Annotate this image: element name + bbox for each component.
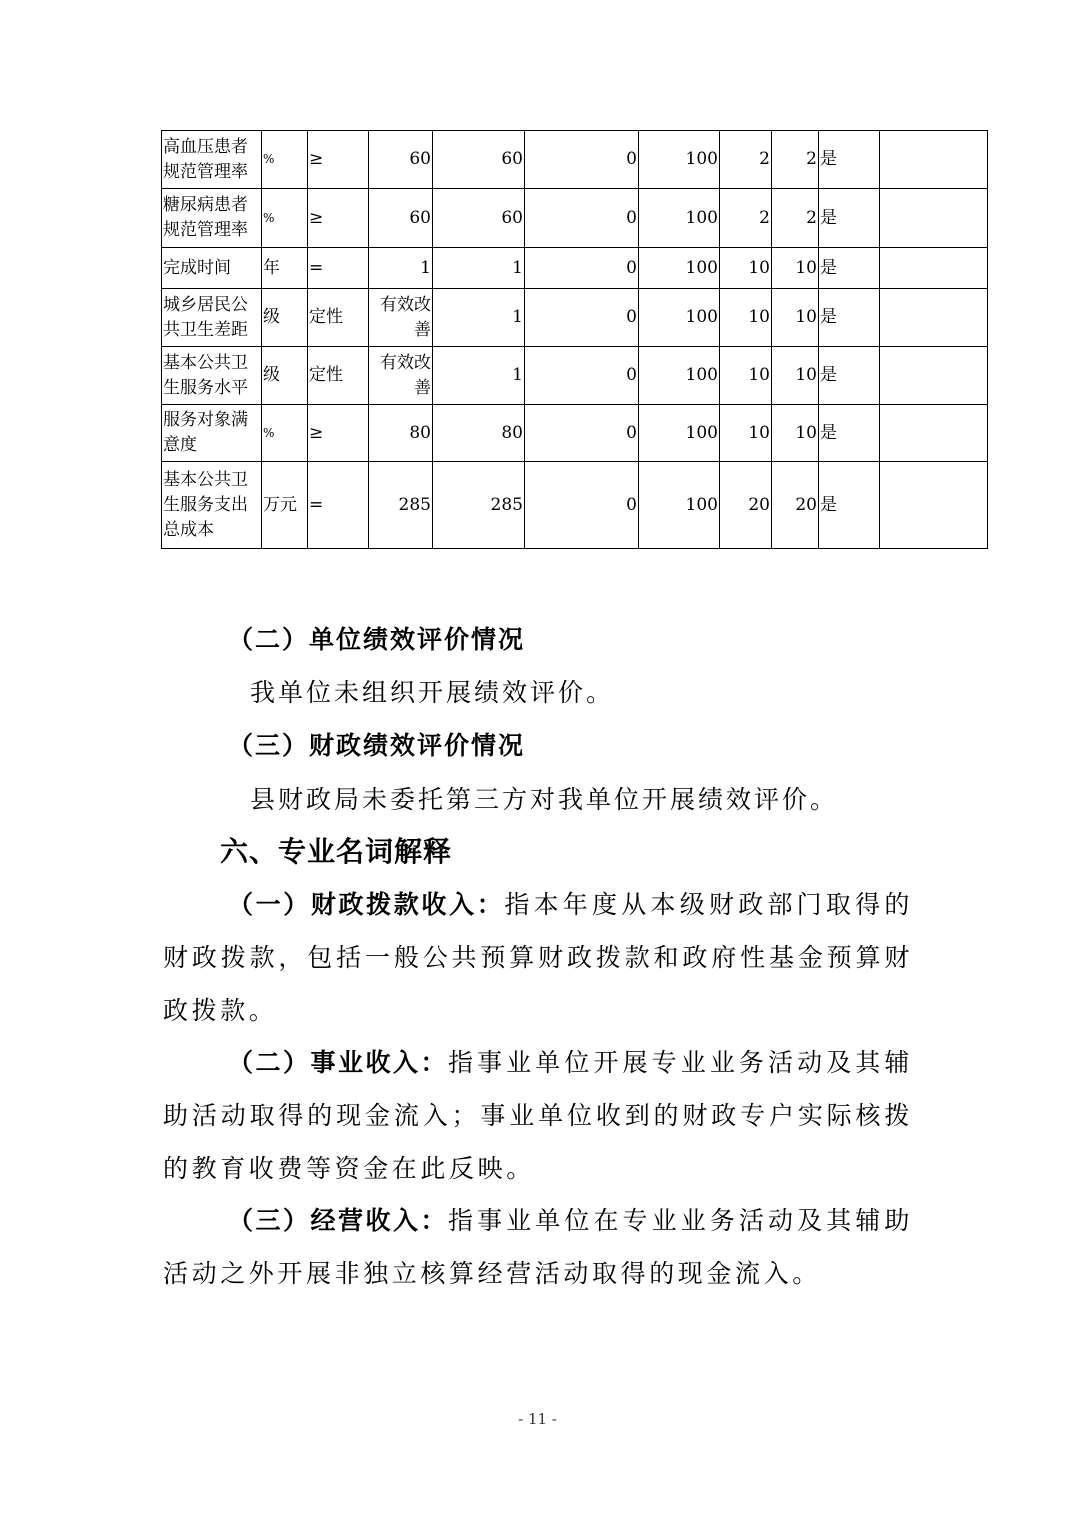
deviation-cell: 0 <box>525 405 639 462</box>
fiscal-eval-text: 县财政局未委托第三方对我单位开展绩效评价。 <box>250 785 839 814</box>
definition-text: 指本年度从本级财政部门取得的财政拨款，包括一般公共预算财政拨款和政府性基金预算财政拨款。 <box>163 890 913 1025</box>
table-row <box>162 347 988 405</box>
page-number: - 11 - <box>518 1410 557 1428</box>
definition-term: （三）经营收入： <box>228 1206 448 1235</box>
target-value-cell: 60 <box>369 189 433 248</box>
note-cell <box>880 289 988 347</box>
note-cell <box>880 189 988 248</box>
unit-eval-text: 我单位未组织开展绩效评价。 <box>250 678 615 707</box>
target-value-cell: 285 <box>369 462 433 549</box>
note-cell <box>880 131 988 189</box>
met-flag-cell: 是 <box>819 248 880 289</box>
score-cell: 10 <box>772 347 819 405</box>
glossary-heading: 六、专业名词解释 <box>220 835 453 868</box>
actual-value-cell: 285 <box>433 462 525 549</box>
fiscal-eval-heading: （三）财政绩效评价情况 <box>228 731 526 760</box>
target-value-cell: 有效改善 <box>369 289 433 347</box>
unit-cell: 年 <box>262 248 308 289</box>
unit-cell: 万元 <box>262 462 308 549</box>
note-cell <box>880 462 988 549</box>
target-value-cell: 80 <box>369 405 433 462</box>
deviation-cell: 0 <box>525 289 639 347</box>
deviation-cell: 0 <box>525 462 639 549</box>
score-cell: 2 <box>772 131 819 189</box>
table-row <box>162 189 988 248</box>
indicator-name-cell: 城乡居民公共卫生差距 <box>162 289 262 347</box>
completion-rate-cell: 100 <box>639 462 720 549</box>
table-row <box>162 131 988 189</box>
table-row <box>162 248 988 289</box>
note-cell <box>880 248 988 289</box>
indicator-name-cell: 高血压患者规范管理率 <box>162 131 262 189</box>
completion-rate-cell: 100 <box>639 289 720 347</box>
score-cell: 20 <box>772 462 819 549</box>
completion-rate-cell: 100 <box>639 347 720 405</box>
score-cell: 10 <box>772 405 819 462</box>
weight-cell: 2 <box>720 131 772 189</box>
definition-text: 指事业单位开展专业业务活动及其辅助活动取得的现金流入；事业单位收到的财政专户实际核拨的教育收费等资金在此反映。 <box>163 1048 913 1183</box>
met-flag-cell: 是 <box>819 131 880 189</box>
definition-text: 指事业单位在专业业务活动及其辅助活动之外开展非独立核算经营活动取得的现金流入。 <box>163 1206 913 1288</box>
table-row <box>162 462 988 549</box>
unit-cell: % <box>262 131 308 189</box>
table-row <box>162 405 988 462</box>
actual-value-cell: 60 <box>433 189 525 248</box>
weight-cell: 10 <box>720 347 772 405</box>
operator-cell: ≥ <box>308 405 369 462</box>
score-cell: 2 <box>772 189 819 248</box>
weight-cell: 20 <box>720 462 772 549</box>
completion-rate-cell: 100 <box>639 248 720 289</box>
operator-cell: ≥ <box>308 131 369 189</box>
operator-cell: 定性 <box>308 289 369 347</box>
target-value-cell: 有效改善 <box>369 347 433 405</box>
table-row <box>162 289 988 347</box>
completion-rate-cell: 100 <box>639 405 720 462</box>
score-cell: 10 <box>772 289 819 347</box>
met-flag-cell: 是 <box>819 289 880 347</box>
actual-value-cell: 1 <box>433 248 525 289</box>
deviation-cell: 0 <box>525 189 639 248</box>
unit-cell: % <box>262 405 308 462</box>
met-flag-cell: 是 <box>819 405 880 462</box>
unit-cell: % <box>262 189 308 248</box>
completion-rate-cell: 100 <box>639 131 720 189</box>
weight-cell: 10 <box>720 405 772 462</box>
met-flag-cell: 是 <box>819 347 880 405</box>
target-value-cell: 60 <box>369 131 433 189</box>
deviation-cell: 0 <box>525 347 639 405</box>
score-cell: 10 <box>772 248 819 289</box>
operator-cell: 定性 <box>308 347 369 405</box>
met-flag-cell: 是 <box>819 189 880 248</box>
definition-business-income <box>163 1036 913 1195</box>
unit-cell: 级 <box>262 347 308 405</box>
unit-cell: 级 <box>262 289 308 347</box>
operator-cell: = <box>308 248 369 289</box>
operator-cell: ≥ <box>308 189 369 248</box>
unit-eval-heading: （二）单位绩效评价情况 <box>228 625 526 654</box>
deviation-cell: 0 <box>525 131 639 189</box>
performance-indicator-table <box>161 130 988 549</box>
deviation-cell: 0 <box>525 248 639 289</box>
indicator-name-cell: 服务对象满意度 <box>162 405 262 462</box>
actual-value-cell: 60 <box>433 131 525 189</box>
weight-cell: 2 <box>720 189 772 248</box>
note-cell <box>880 405 988 462</box>
indicator-name-cell: 基本公共卫生服务支出总成本 <box>162 462 262 549</box>
definition-term: （二）事业收入： <box>228 1048 448 1077</box>
table-body <box>162 131 988 549</box>
definition-term: （一）财政拨款收入： <box>228 890 505 919</box>
completion-rate-cell: 100 <box>639 189 720 248</box>
weight-cell: 10 <box>720 289 772 347</box>
indicator-name-cell: 糖尿病患者规范管理率 <box>162 189 262 248</box>
met-flag-cell: 是 <box>819 462 880 549</box>
indicator-name-cell: 基本公共卫生服务水平 <box>162 347 262 405</box>
note-cell <box>880 347 988 405</box>
weight-cell: 10 <box>720 248 772 289</box>
actual-value-cell: 80 <box>433 405 525 462</box>
indicator-name-cell: 完成时间 <box>162 248 262 289</box>
definition-operating-income <box>163 1194 913 1300</box>
operator-cell: = <box>308 462 369 549</box>
target-value-cell: 1 <box>369 248 433 289</box>
actual-value-cell: 1 <box>433 289 525 347</box>
definition-fiscal-appropriation <box>163 878 913 1037</box>
actual-value-cell: 1 <box>433 347 525 405</box>
